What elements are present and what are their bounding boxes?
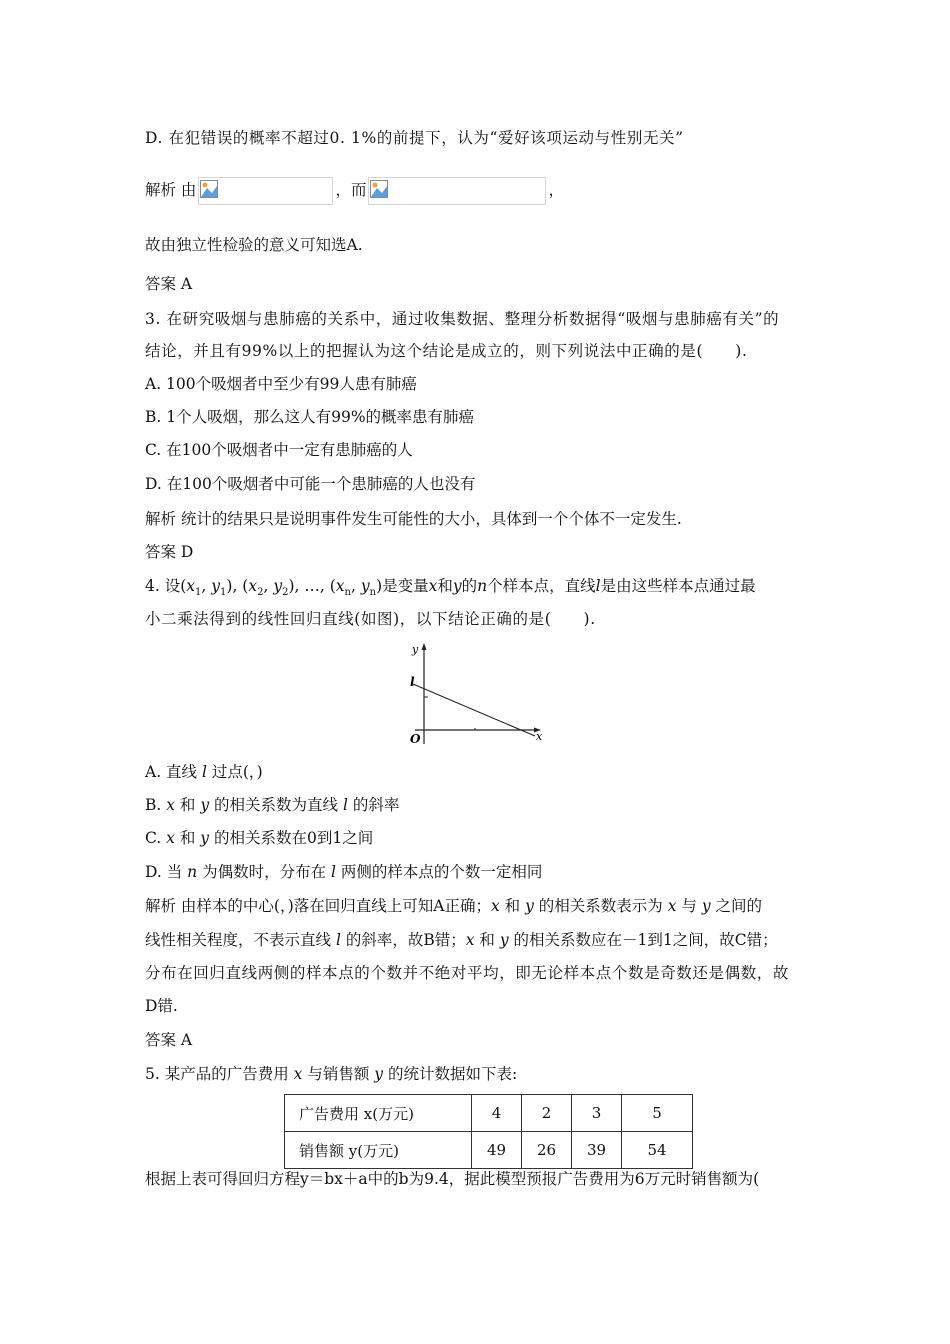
question-4-stem: 4. 设($x_1$, $y_1$), ($x_2$, $y_2$), …, ($x_n$, $y_n$)是变量x和y的n个样本点，直线l是由这些样本点通过最 [145, 577, 756, 599]
row-header: 销售额 y(万元) [285, 1132, 472, 1169]
regression-figure [405, 640, 545, 750]
question-3-stem: 结论，并且有99%以上的把握认为这个结论是成立的，则下列说法中正确的是( ). [145, 342, 748, 360]
data-table [284, 1094, 693, 1169]
row-header: 广告费用 x(万元) [285, 1095, 472, 1132]
option-c: C. 在100个吸烟者中一定有患肺癌的人 [145, 441, 413, 459]
answer: 答案 A [145, 275, 193, 293]
x-axis-label: x [536, 730, 543, 743]
table-cell: 26 [522, 1132, 572, 1169]
analysis-line [145, 177, 564, 205]
formula-image [198, 177, 333, 205]
regression-line [413, 684, 535, 736]
option-d: D. 在犯错误的概率不超过0. 1%的前提下，认为“爱好该项运动与性别无关” [145, 129, 684, 147]
analysis: 线性相关程度，不表示直线 l 的斜率，故B错；x 和 y 的相关系数应在－1到1之间，故C错； [145, 931, 778, 949]
answer: 答案 D [145, 543, 194, 561]
table-cell: 5 [622, 1095, 693, 1132]
question-5-text: 根据上表可得回归方程y＝bx＋a中的b为9.4，据此模型预报广告费用为6万元时销售额为( [145, 1170, 760, 1188]
option-d: D. 当 n 为偶数时，分布在 l 两侧的样本点的个数一定相同 [145, 863, 543, 881]
question-4-stem: 小二乘法得到的线性回归直线(如图)，以下结论正确的是( ). [145, 610, 596, 628]
analysis-text: 解析 由 [145, 181, 197, 199]
origin-label: O [410, 732, 421, 746]
analysis: 解析 由样本的中心(，)落在回归直线上可知A正确；x 和 y 的相关系数表示为 x 与 y 之间的 [145, 897, 763, 915]
table-cell: 54 [622, 1132, 693, 1169]
answer: 答案 A [145, 1031, 193, 1049]
analysis: 分布在回归直线两侧的样本点的个数并不绝对平均，即无论样本点个数是奇数还是偶数，故 [145, 964, 790, 982]
option-b: B. 1个人吸烟，那么这人有99%的概率患有肺癌 [145, 408, 475, 426]
option-b: B. x 和 y 的相关系数为直线 l 的斜率 [145, 796, 400, 814]
y-axis-arrow [422, 643, 427, 650]
broken-image-icon [370, 180, 388, 198]
table-cell: 3 [572, 1095, 622, 1132]
table-row [285, 1095, 693, 1132]
analysis: D错. [145, 997, 178, 1015]
option-a: A. 直线 l 过点(，) [145, 763, 263, 781]
table-cell: 39 [572, 1132, 622, 1169]
analysis-text: ，而 [335, 181, 367, 199]
conclusion: 故由独立性检验的意义可知选A. [145, 236, 363, 254]
line-label: l [410, 675, 415, 689]
formula-image [368, 177, 546, 205]
table-cell: 4 [472, 1095, 522, 1132]
table-cell: 49 [472, 1132, 522, 1169]
option-a: A. 100个吸烟者中至少有99人患有肺癌 [145, 375, 417, 393]
question-3-stem: 3. 在研究吸烟与患肺癌的关系中，通过收集数据、整理分析数据得“吸烟与患肺癌有关”的 [145, 310, 780, 328]
option-c: C. x 和 y 的相关系数在0到1之间 [145, 829, 374, 847]
broken-image-icon [200, 180, 218, 198]
y-axis-label: y [412, 643, 419, 656]
table-row [285, 1132, 693, 1169]
question-5-stem: 5. 某产品的广告费用 x 与销售额 y 的统计数据如下表: [145, 1065, 518, 1083]
analysis-text: ， [548, 181, 564, 199]
option-d: D. 在100个吸烟者中可能一个患肺癌的人也没有 [145, 475, 476, 493]
table-cell: 2 [522, 1095, 572, 1132]
analysis: 解析 统计的结果只是说明事件发生可能性的大小，具体到一个个体不一定发生. [145, 510, 682, 528]
